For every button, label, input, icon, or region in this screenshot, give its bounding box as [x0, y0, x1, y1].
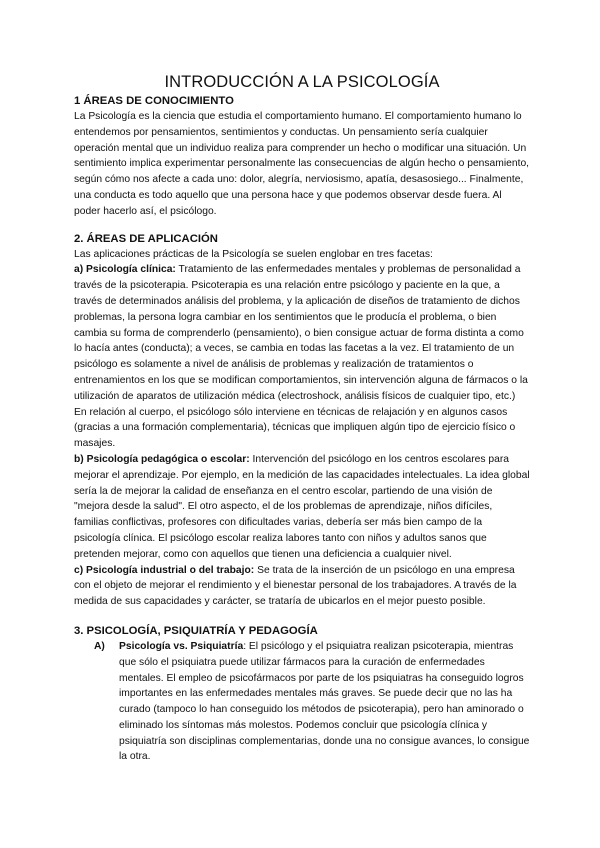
list-item-text: : El psicólogo y el psiquiatra realizan psicoterapia, mientras que sólo el psiquiatra puede utilizar fármacos para la curación de enfermedades mentales. El empleo de psicofármacos por parte de los psiquiatras ha conseguido logros importantes en las enfermedades mentales más graves. Se puede decir que no las ha curado (tampoco lo han conseguido los métodos de psicoterapia), pero han aminorado o eliminado los síntomas más molestos. Podemos concluir que psicología clínica y psiquiatría son disciplinas complementarias, donde una no consigue avances, lo consigue la otra.	[119, 640, 530, 763]
item-c-text: Se trata de la inserción de un psicólogo en una empresa con el objeto de mejorar el rendimiento y el bienestar personal de los trabajadores. A través de la medida de sus capacidades y carácter, se trataría de ubicarlos en el mejor puesto posible.	[74, 564, 517, 608]
section-3-item-a	[94, 639, 530, 765]
section-2-intro: Las aplicaciones prácticas de la Psicología se suelen englobar en tres facetas:	[74, 248, 433, 260]
item-b-text: Intervención del psicólogo en los centros escolares para mejorar el aprendizaje. Por ejemplo, en la medición de las capacidades intelectuales. La idea global sería la de mejorar la calidad de enseñanza en el centro escolar, partiendo de una visión de "mejora desde la salud". El otro aspecto, el de los problemas de aprendizaje, niños difíciles, familias conflictivas, profesores con dificultades varias, debería ser más bien campo de la psicología clínica. El psicólogo escolar realiza labores tanto con niños y adultos sanos que pretenden mejorar, como con aquellos que tienen una deficiencia a cualquier nivel.	[74, 453, 530, 560]
section-1-paragraph: La Psicología es la ciencia que estudia el comportamiento humano. El comportamiento humano lo entendemos por pensamientos, sentimientos y conductas. Un pensamiento sería cualquier operación mental que un individuo realiza para comprender un hecho o modificar una situación. Un sentimiento implica experimentar personalmente las consecuencias de algún hecho o pensamiento, según cómo nos afecte a cada uno: dolor, alegría, nerviosismo, apatía, desasosiego... Finalmente, una conducta es todo aquello que una persona hace y que podemos observar desde fuera. Al poder hacerlo así, el psicólogo.	[74, 111, 530, 217]
item-b-label: b) Psicología pedagógica o escolar:	[74, 453, 250, 465]
item-a-text: Tratamiento de las enfermedades mentales y problemas de personalidad a través de la psicoterapia. Psicoterapia es una relación entre psicólogo y paciente en la que, a través de determinados análisis del problema, y la aplicación de diseños de tratamiento de dichos problemas, la persona logra cambiar en los sentimientos que le producía el problema, o bien cambia su forma de comprenderlo (pensamiento), o bien consigue actuar de forma distinta a como lo hacía antes (conducta); a veces, se cambia en todas las facetas a la vez. El tratamiento de un psicólogo es solamente a nivel de análisis de problemas y realización de tratamientos o entrenamientos en los que se modifican comportamientos, sin intervención alguna de fármacos o la utilización de aparatos de utilización médica (electroshock, análisis físicos de cualquier tipo, etc.) En relación al cuerpo, el psicólogo sólo interviene en técnicas de relajación y en algunos casos (gracias a una formación complementaria), técnicas que impliquen algún tipo de ejercicio físico o masajes.	[74, 264, 528, 450]
list-marker: A)	[94, 640, 105, 652]
section-2-item-a	[74, 262, 530, 452]
section-3-heading: 3. PSICOLOGÍA, PSIQUIATRÍA Y PEDAGOGÍA	[74, 624, 318, 637]
section-1-heading: 1 ÁREAS DE CONOCIMIENTO	[74, 95, 234, 107]
section-2-item-c	[74, 563, 530, 610]
section-2-item-b	[74, 452, 530, 563]
item-c-label: c) Psicología industrial o del trabajo:	[74, 564, 255, 576]
item-a-label: a) Psicología clínica:	[74, 264, 176, 276]
list-item-label: Psicología vs. Psiquiatría	[119, 640, 244, 652]
section-2-heading: 2. ÁREAS DE APLICACIÓN	[74, 232, 218, 245]
document-title: INTRODUCCIÓN A LA PSICOLOGÍA	[164, 73, 440, 91]
list-item-body	[119, 639, 530, 765]
